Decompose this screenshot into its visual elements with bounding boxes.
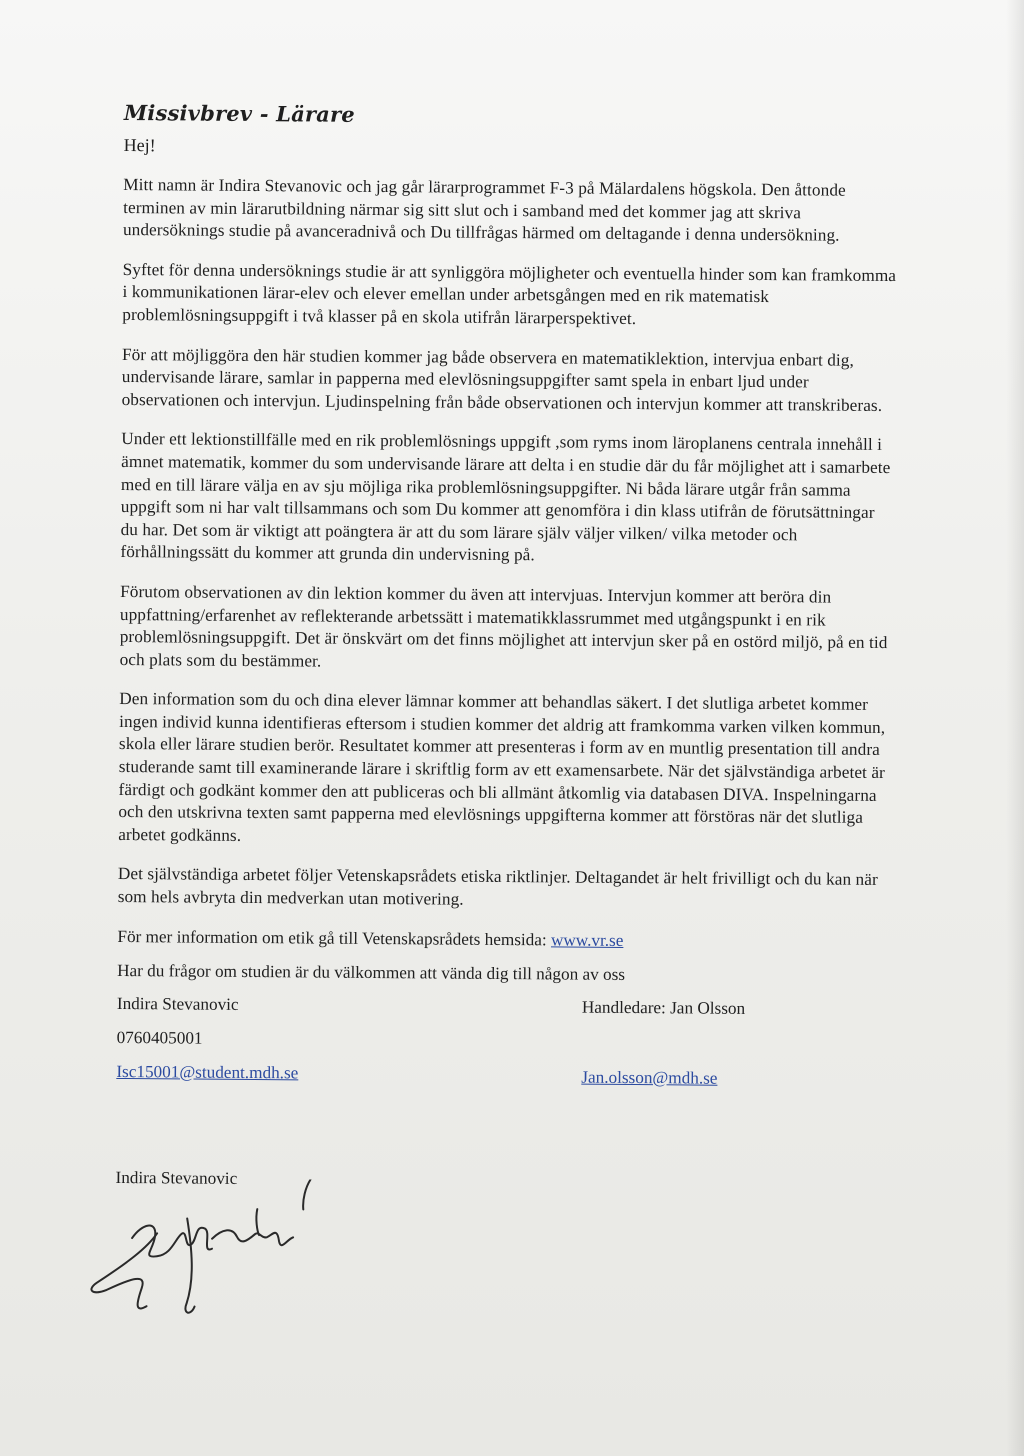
paragraph-interview: Förutom observationen av din lektion kommer du även att intervjuas. Intervjun kommer att beröra din uppfattning/erfarenhet av reflekterande arbetssätt i matematikklassrummet med utgångspunkt i en rik problemlösningsuppgift. Det är önskvärt om det finns möjlighet att intervjun sker på en ostörd miljö, på en tid och plats som du bestämmer. — [119, 581, 888, 671]
ethics-info-text: För mer information om etik gå till Vetenskapsrådets hemsida: — [117, 926, 552, 950]
supervisor-spacer — [582, 1031, 745, 1054]
author-contact — [116, 994, 299, 1097]
signature-area — [114, 1168, 890, 1334]
handwritten-signature — [86, 1177, 327, 1329]
ethics-info-line — [117, 926, 892, 954]
paragraph-method: För att möjliggöra den här studien kommer jag både observera en matematiklektion, intervjua enbart dig, undervisande lärare, samlar in papperna med elevlösningsuppgifter samt spela in enbart ljud under observationen och intervjun. Ljudinspelning från både observationen och intervjun kommer att transkriberas. — [121, 344, 883, 415]
paragraph-intro: Mitt namn är Indira Stevanovic och jag går lärarprogrammet F-3 på Mälardalens högskola. Den åttonde terminen av min lärarutbildning närmar sig sitt slut och i samband med det kommer jag att skriva undersöknings studie på avanceradnivå och Du tillfrågas härmed om deltagande i denna undersökning. — [122, 174, 846, 245]
questions-line: Har du frågor om studien är du välkommen att vända dig till någon av oss — [117, 960, 626, 984]
supervisor-email-link[interactable]: Jan.olsson@mdh.se — [581, 1067, 718, 1088]
vr-link[interactable]: www.vr.se — [550, 930, 624, 950]
author-email-link[interactable]: Isc15001@student.mdh.se — [116, 1061, 299, 1083]
letter-content — [114, 100, 899, 1334]
paragraph-purpose: Syftet för denna undersöknings studie är att synliggöra möjligheter och eventuella hinder som kan framkomma i kommunikationen lärar-elev och elever emellan under arbetsgången med en rik matematisk problemlösningsuppgift i två klasser på en skola utifrån lärarperspektivet. — [122, 259, 897, 328]
greeting: Hej! — [123, 134, 156, 156]
paragraph-ethics: Det självständiga arbetet följer Vetenskapsrådets etiska riktlinjer. Deltagandet är helt frivilligt och du kan när som hels avbryta din medverkan utan motivering. — [117, 864, 878, 909]
signature-name: Indira Stevanovic — [115, 1167, 238, 1188]
supervisor-contact — [581, 997, 745, 1102]
supervisor-label: Handledare: Jan Olsson — [581, 997, 746, 1018]
author-phone: 0760405001 — [116, 1027, 203, 1048]
author-name: Indira Stevanovic — [116, 993, 239, 1014]
letter-title: Missivbrev - Lärare — [123, 100, 355, 127]
contact-block — [116, 994, 892, 1110]
paragraph-privacy: Den information som du och dina elever lämnar kommer att behandlas säkert. I det slutliga arbetet kommer ingen individ kunna identifieras eftersom i studien kommer det aldrig att framkomma varken vilken kommun, skola eller lärare studien berör. Resultatet kommer att presenteras i form av en muntlig presentation till andra studerande samt till examinerande lärare i skriftlig form av ett examensarbete. När det självständiga arbetet är färdigt och godkänt kommer den att publiceras och bli allmänt åtkomlig via databasen DIVA. Inspelningarna och den utskrivna texten samt papperna med elevlösnings uppgifterna kommer att förstöras när det slutliga arbetet godkänns. — [118, 689, 886, 845]
paragraph-lesson: Under ett lektionstillfälle med en rik problemlösnings uppgift ,som ryms inom läroplanens centrala innehåll i ämnet matematik, kommer du som undervisande lärare att delta i en studie där du får möjlighet att i samarbete med en till lärare välja en av sju möjliga rika problemlösningsuppgifter. Ni båda lärare utgår från samma uppgift som ni har valt tillsammans och som Du kommer att genomföra i din klass utifrån de förutsättningar du har. Det som är viktigt att poängtera är att du som lärare själv väljer vilken/ vilka metoder och förhållningssätt du kommer att grunda din undervisning på. — [120, 429, 891, 565]
page-shadow — [1006, 0, 1024, 1456]
